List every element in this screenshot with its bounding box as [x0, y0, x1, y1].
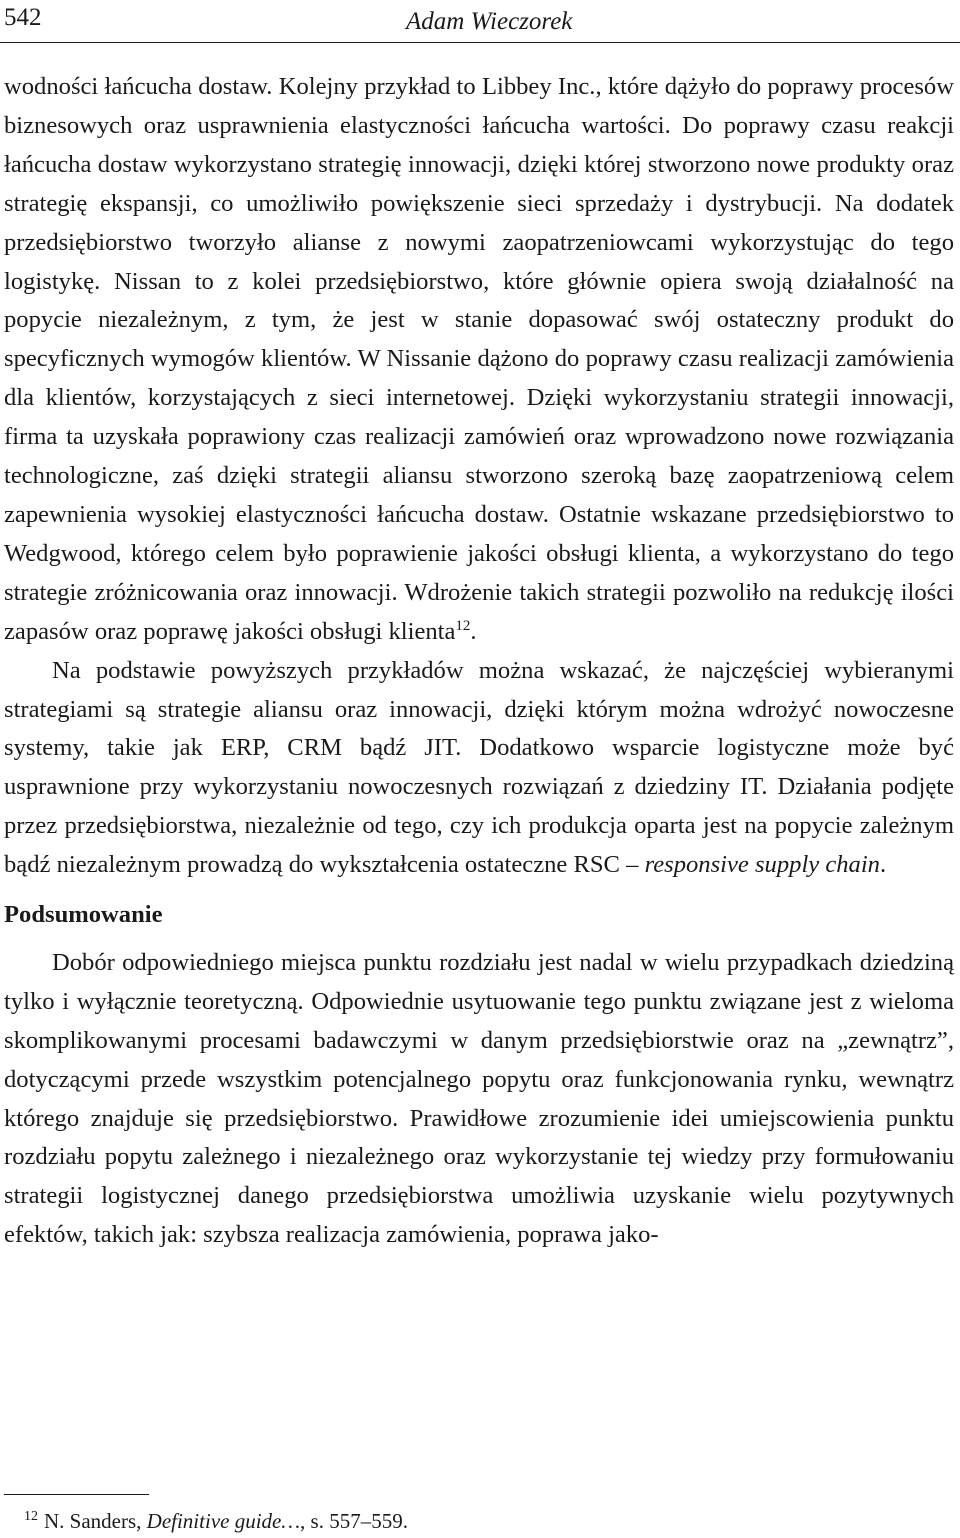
footnote-number: 12 — [24, 1509, 38, 1524]
footnote-pages: , s. 557–559. — [300, 1509, 408, 1533]
running-head-author: Adam Wieczorek — [406, 8, 573, 35]
paragraph-1-text: wodności łańcucha dostaw. Kolejny przykład to Libbey Inc., które dążyło do poprawy procesów biznesowych oraz usprawnienia elastyczności łańcucha wartości. Do poprawy czasu reakcji łańcucha dostaw wykorzystano strategię innowacji, dzięki której stworzono nowe produkty oraz strategię ekspansji, co umożliwiło powiększenie sieci sprzedaży i dystrybucji. Na dodatek przedsiębiorstwo tworzyło alianse z nowymi zaopatrzeniowcami wykorzystując do tego logistykę. Nissan to z kolei przedsiębiorstwo, które głównie opiera swoją działalność na popycie niezależnym, z tym, że jest w stanie dopasować swój ostateczny produkt do specyficznych wymogów klientów. W Nissanie dążono do poprawy czasu realizacji zamówienia dla klientów, korzystających z sieci internetowej. Dzięki wykorzystaniu strategii innowacji, firma ta uzyskała poprawiony czas realizacji zamówień oraz wprowadzono nowe rozwiązania technologiczne, zaś dzięki strategii aliansu stworzono szeroką bazę zaopatrzeniową celem zapewnienia wysokiej elastyczności łańcucha dostaw. Ostatnie wskazane przedsiębiorstwo to Wedgwood, którego celem było poprawienie jakości obsługi klienta, a wykorzystano do tego strategie zróżnicowania oraz innowacji. Wdrożenie takich strategii pozwoliło na redukcję ilości zapasów oraz poprawę jakości obsługi klienta — [4, 73, 954, 645]
footnote — [24, 1508, 408, 1534]
page-number: 542 — [4, 4, 42, 31]
paragraph-2-text: Na podstawie powyższych przykładów można wskazać, że najczęściej wybieranymi strategiami są strategie aliansu oraz innowacji, dzięki którym można wdrożyć nowoczesne systemy, takie jak ERP, CRM bądź JIT. Dodatkowo wsparcie logistyczne może być usprawnione przy wykorzystaniu nowoczesnych rozwiązań z dziedziny IT. Działania podjęte przez przedsiębiorstwa, niezależnie od tego, czy ich produkcja oparta jest na popycie zależnym bądź niezależnym prowadzą do wykształcenia ostateczne RSC – — [4, 656, 954, 879]
footnote-rule — [4, 1494, 149, 1495]
paragraph-2-end: . — [879, 851, 887, 879]
footnote-author: N. Sanders, — [44, 1509, 147, 1533]
page-header — [0, 0, 960, 44]
section-heading: Podsumowanie — [4, 901, 163, 929]
paragraph-1 — [4, 68, 954, 652]
paragraph-2-italic-term: responsive supply chain — [644, 851, 880, 879]
footnote-reference: 12 — [455, 617, 471, 634]
body-text — [4, 68, 954, 1255]
paragraph-3: Dobór odpowiedniego miejsca punktu rozdziału jest nadal w wielu przypadkach dziedziną tylko i wyłącznie teoretyczną. Odpowiednie usytuowanie tego punktu związane jest z wieloma skomplikowanymi procesami badawczymi w danym przedsiębiorstwie oraz na „zewnątrz”, dotyczącymi przede wszystkim potencjalnego popytu oraz funkcjonowania rynku, wewnątrz którego znajduje się przedsiębiorstwo. Prawidłowe zrozumienie idei umiejscowienia punktu rozdziału popytu zależnego i niezależnego oraz wykorzystanie tej wiedzy przy formułowaniu strategii logistycznej danego przedsiębiorstwa umożliwia uzyskanie wielu pozytywnych efektów, takich jak: szybsza realizacja zamówienia, poprawa jako- — [4, 948, 954, 1249]
footnote-title: Definitive guide… — [146, 1509, 301, 1533]
paragraph-1-end: . — [470, 617, 477, 645]
paragraph-2 — [4, 652, 954, 885]
header-rule — [0, 42, 960, 43]
